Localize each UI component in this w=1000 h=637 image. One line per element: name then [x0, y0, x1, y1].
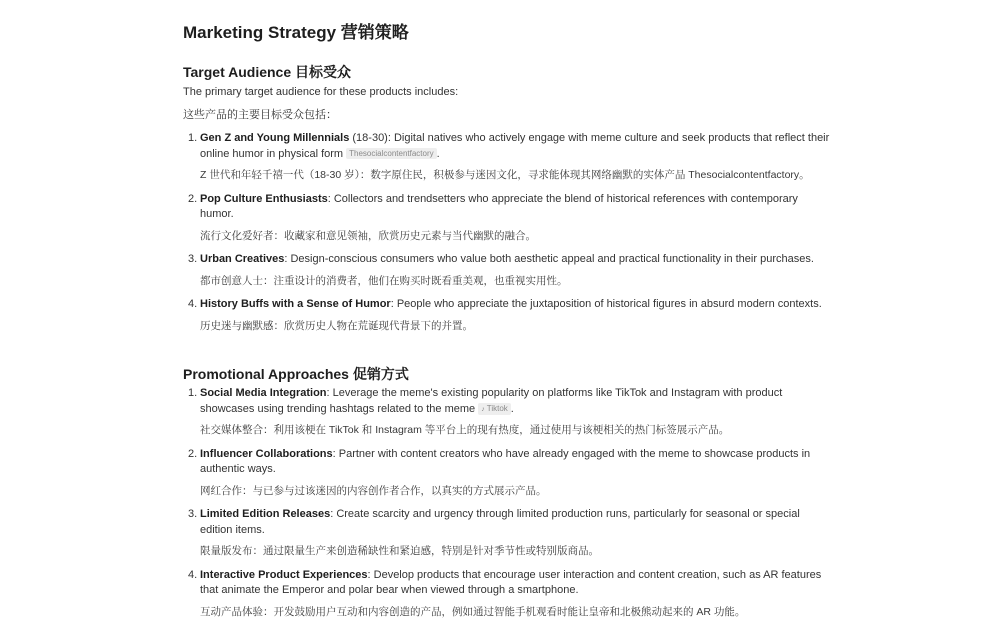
item-text: : Leverage the meme's existing popularity on platforms like TikTok and Instagram with product showcases using trending hashtags related to the meme	[200, 387, 783, 415]
list-number: 4.	[188, 568, 198, 581]
item-translation: 限量版发布：通过限量生产来创造稀缺性和紧迫感，特别是针对季节性或特别版商品。	[200, 545, 599, 557]
source-citation-tag[interactable]	[478, 403, 511, 415]
item-text-tail: .	[436, 147, 440, 160]
source-citation-tag[interactable]: Thesocialcontentfactory	[346, 148, 437, 159]
item-translation: 流行文化爱好者：收藏家和意见领袖，欣赏历史元素与当代幽默的融合。	[200, 229, 536, 242]
tiktok-icon: ♪	[481, 405, 485, 413]
item-text: (18-30): Digital natives who actively engage with meme culture and seek products that reflect their online humor in physical form	[200, 132, 830, 160]
list-number: 1.	[188, 387, 198, 399]
list-item	[183, 507, 833, 560]
list-item	[183, 386, 833, 439]
list-item	[183, 252, 833, 289]
item-translation: 社交媒体整合：利用该梗在 TikTok 和 Instagram 等平台上的现有热度，通过使用与该梗相关的热门标签展示产品。	[200, 424, 730, 436]
item-text: : Collectors and trendsetters who appreciate the blend of historical references with contemporary humor.	[200, 192, 798, 220]
list-item	[183, 131, 833, 184]
item-text: : Create scarcity and urgency through limited production runs, particularly for seasonal or special edition items.	[200, 508, 800, 536]
promotional-approaches-list	[183, 386, 833, 620]
item-translation: Z 世代和年轻千禧一代（18-30 岁）：数字原住民，积极参与迷因文化，寻求能体现其网络幽默的实体产品 Thesocialcontentfactory。	[200, 169, 810, 181]
item-title: Pop Culture Enthusiasts	[200, 192, 328, 205]
intro-chinese: 这些产品的主要目标受众包括：	[183, 109, 337, 121]
item-text: : Partner with content creators who have already engaged with the meme to showcase products in authentic ways.	[200, 447, 811, 475]
item-translation: 都市创意人士：注重设计的消费者，他们在购买时既看重美观，也重视实用性。	[200, 274, 568, 287]
list-number: 2.	[188, 192, 198, 205]
intro-english: The primary target audience for these products includes:	[183, 86, 459, 98]
section-heading-promotional-approaches: Promotional Approaches 促销方式	[183, 366, 409, 382]
list-number: 1.	[188, 132, 198, 144]
list-item	[183, 192, 833, 245]
item-title: Limited Edition Releases	[200, 508, 331, 520]
list-number: 2.	[188, 447, 198, 460]
item-text: : Develop products that encourage user interaction and content creation, such as AR features that animate the Emperor and polar bear when viewed through a smartphone.	[200, 568, 822, 596]
item-translation: 历史迷与幽默感：欣赏历史人物在荒诞现代背景下的并置。	[200, 319, 473, 332]
item-text: : Design-conscious consumers who value both aesthetic appeal and practical functionality in their purchases.	[284, 253, 814, 265]
item-text-tail: .	[510, 402, 514, 415]
list-number: 3.	[188, 508, 198, 520]
target-audience-list	[183, 131, 833, 334]
list-item	[183, 447, 833, 500]
item-title: Gen Z and Young Millennials	[200, 132, 350, 144]
section-heading-target-audience: Target Audience 目标受众	[183, 64, 352, 80]
item-title: Influencer Collaborations	[200, 447, 333, 460]
page-title: Marketing Strategy 营销策略	[183, 23, 409, 42]
item-title: History Buffs with a Sense of Humor	[200, 298, 391, 310]
source-citation-label: Tiktok	[486, 403, 508, 413]
list-item	[183, 568, 833, 621]
item-translation: 网红合作：与已参与过该迷因的内容创作者合作，以真实的方式展示产品。	[200, 484, 547, 497]
list-number: 4.	[188, 298, 198, 310]
item-title: Interactive Product Experiences	[200, 568, 368, 581]
item-title: Urban Creatives	[200, 253, 285, 265]
item-title: Social Media Integration	[200, 387, 327, 399]
list-item	[183, 297, 833, 334]
list-number: 3.	[188, 253, 198, 265]
item-translation: 互动产品体验：开发鼓励用户互动和内容创造的产品，例如通过智能手机观看时能让皇帝和北极熊动起来的 AR 功能。	[200, 605, 746, 618]
item-text: : People who appreciate the juxtaposition of historical figures in absurd modern contexts.	[390, 298, 822, 310]
